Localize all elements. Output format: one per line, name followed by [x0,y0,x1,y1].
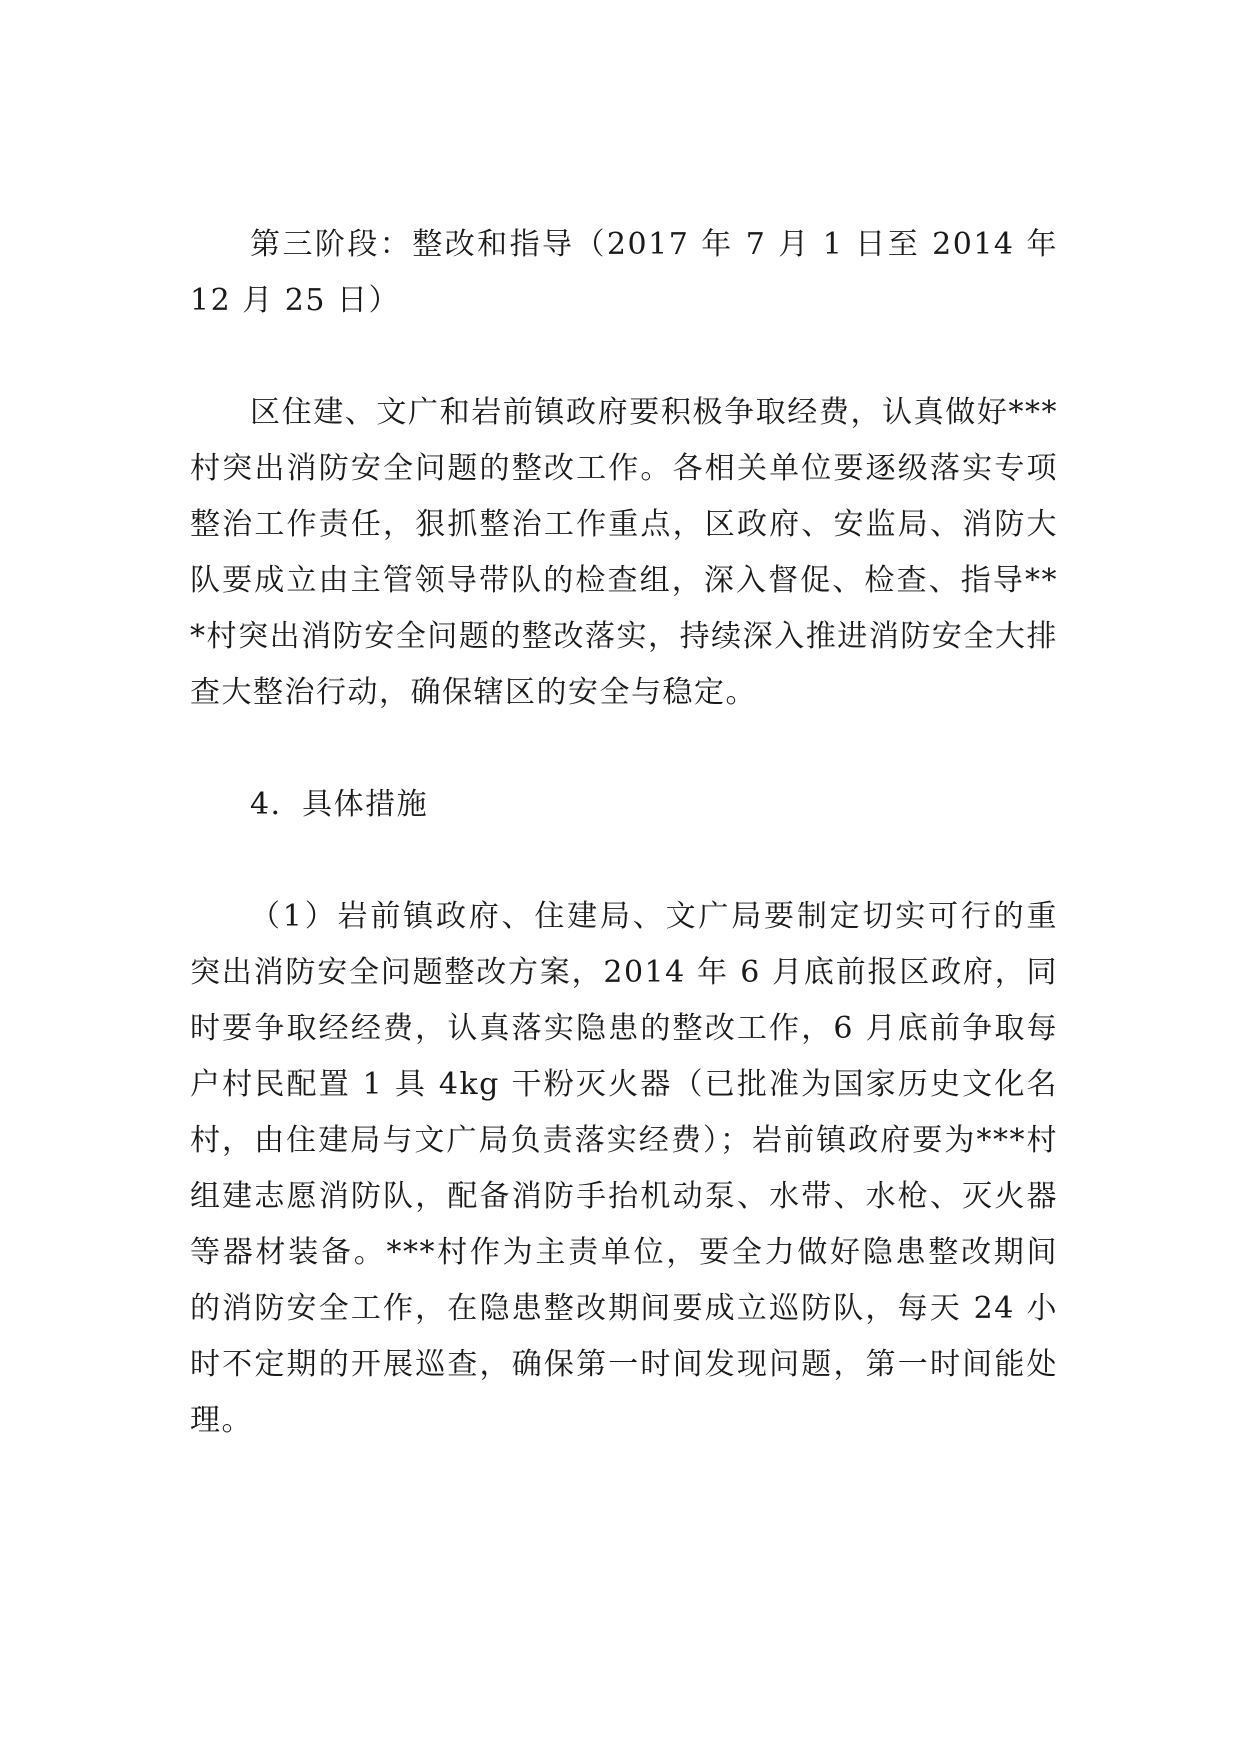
stage-three-heading: 第三阶段：整改和指导（2017 年 7 月 1 日至 2014 年 12 月 25 日） [190,227,1058,318]
stage-three-paragraph: 区住建、文广和岩前镇政府要积极争取经费，认真做好***村突出消防安全问题的整改工作。各相关单位要逐级落实专项整治工作责任，狠抓整治工作重点，区政府、安监局、消防大队要成立由主管领导带队的检查组，深入督促、检查、指导***村突出消防安全问题的整改落实，持续深入推进消防安全大排查大整治行动，确保辖区的安全与稳定。 [190,395,1058,710]
document-body [190,217,1058,1449]
section-heading-specific-measures: 4．具体措施 [250,787,429,822]
measure-item-1: （1）岩前镇政府、住建局、文广局要制定切实可行的重突出消防安全问题整改方案，2014 年 6 月底前报区政府，同时要争取经经费，认真落实隐患的整改工作，6 月底前争取每户村民配置 1 具 4kg 干粉灭火器（已批准为国家历史文化名村，由住建局与文广局负责落实经费）；岩前镇政府要为***村组建志愿消防队，配备消防手抬机动泵、水带、水枪、灭火器等器材装备。***村作为主责单位，要全力做好隐患整改期间的消防安全工作，在隐患整改期间要成立巡防队，每天 24 小时不定期的开展巡查，确保第一时间发现问题，第一时间能处理。 [190,899,1058,1438]
